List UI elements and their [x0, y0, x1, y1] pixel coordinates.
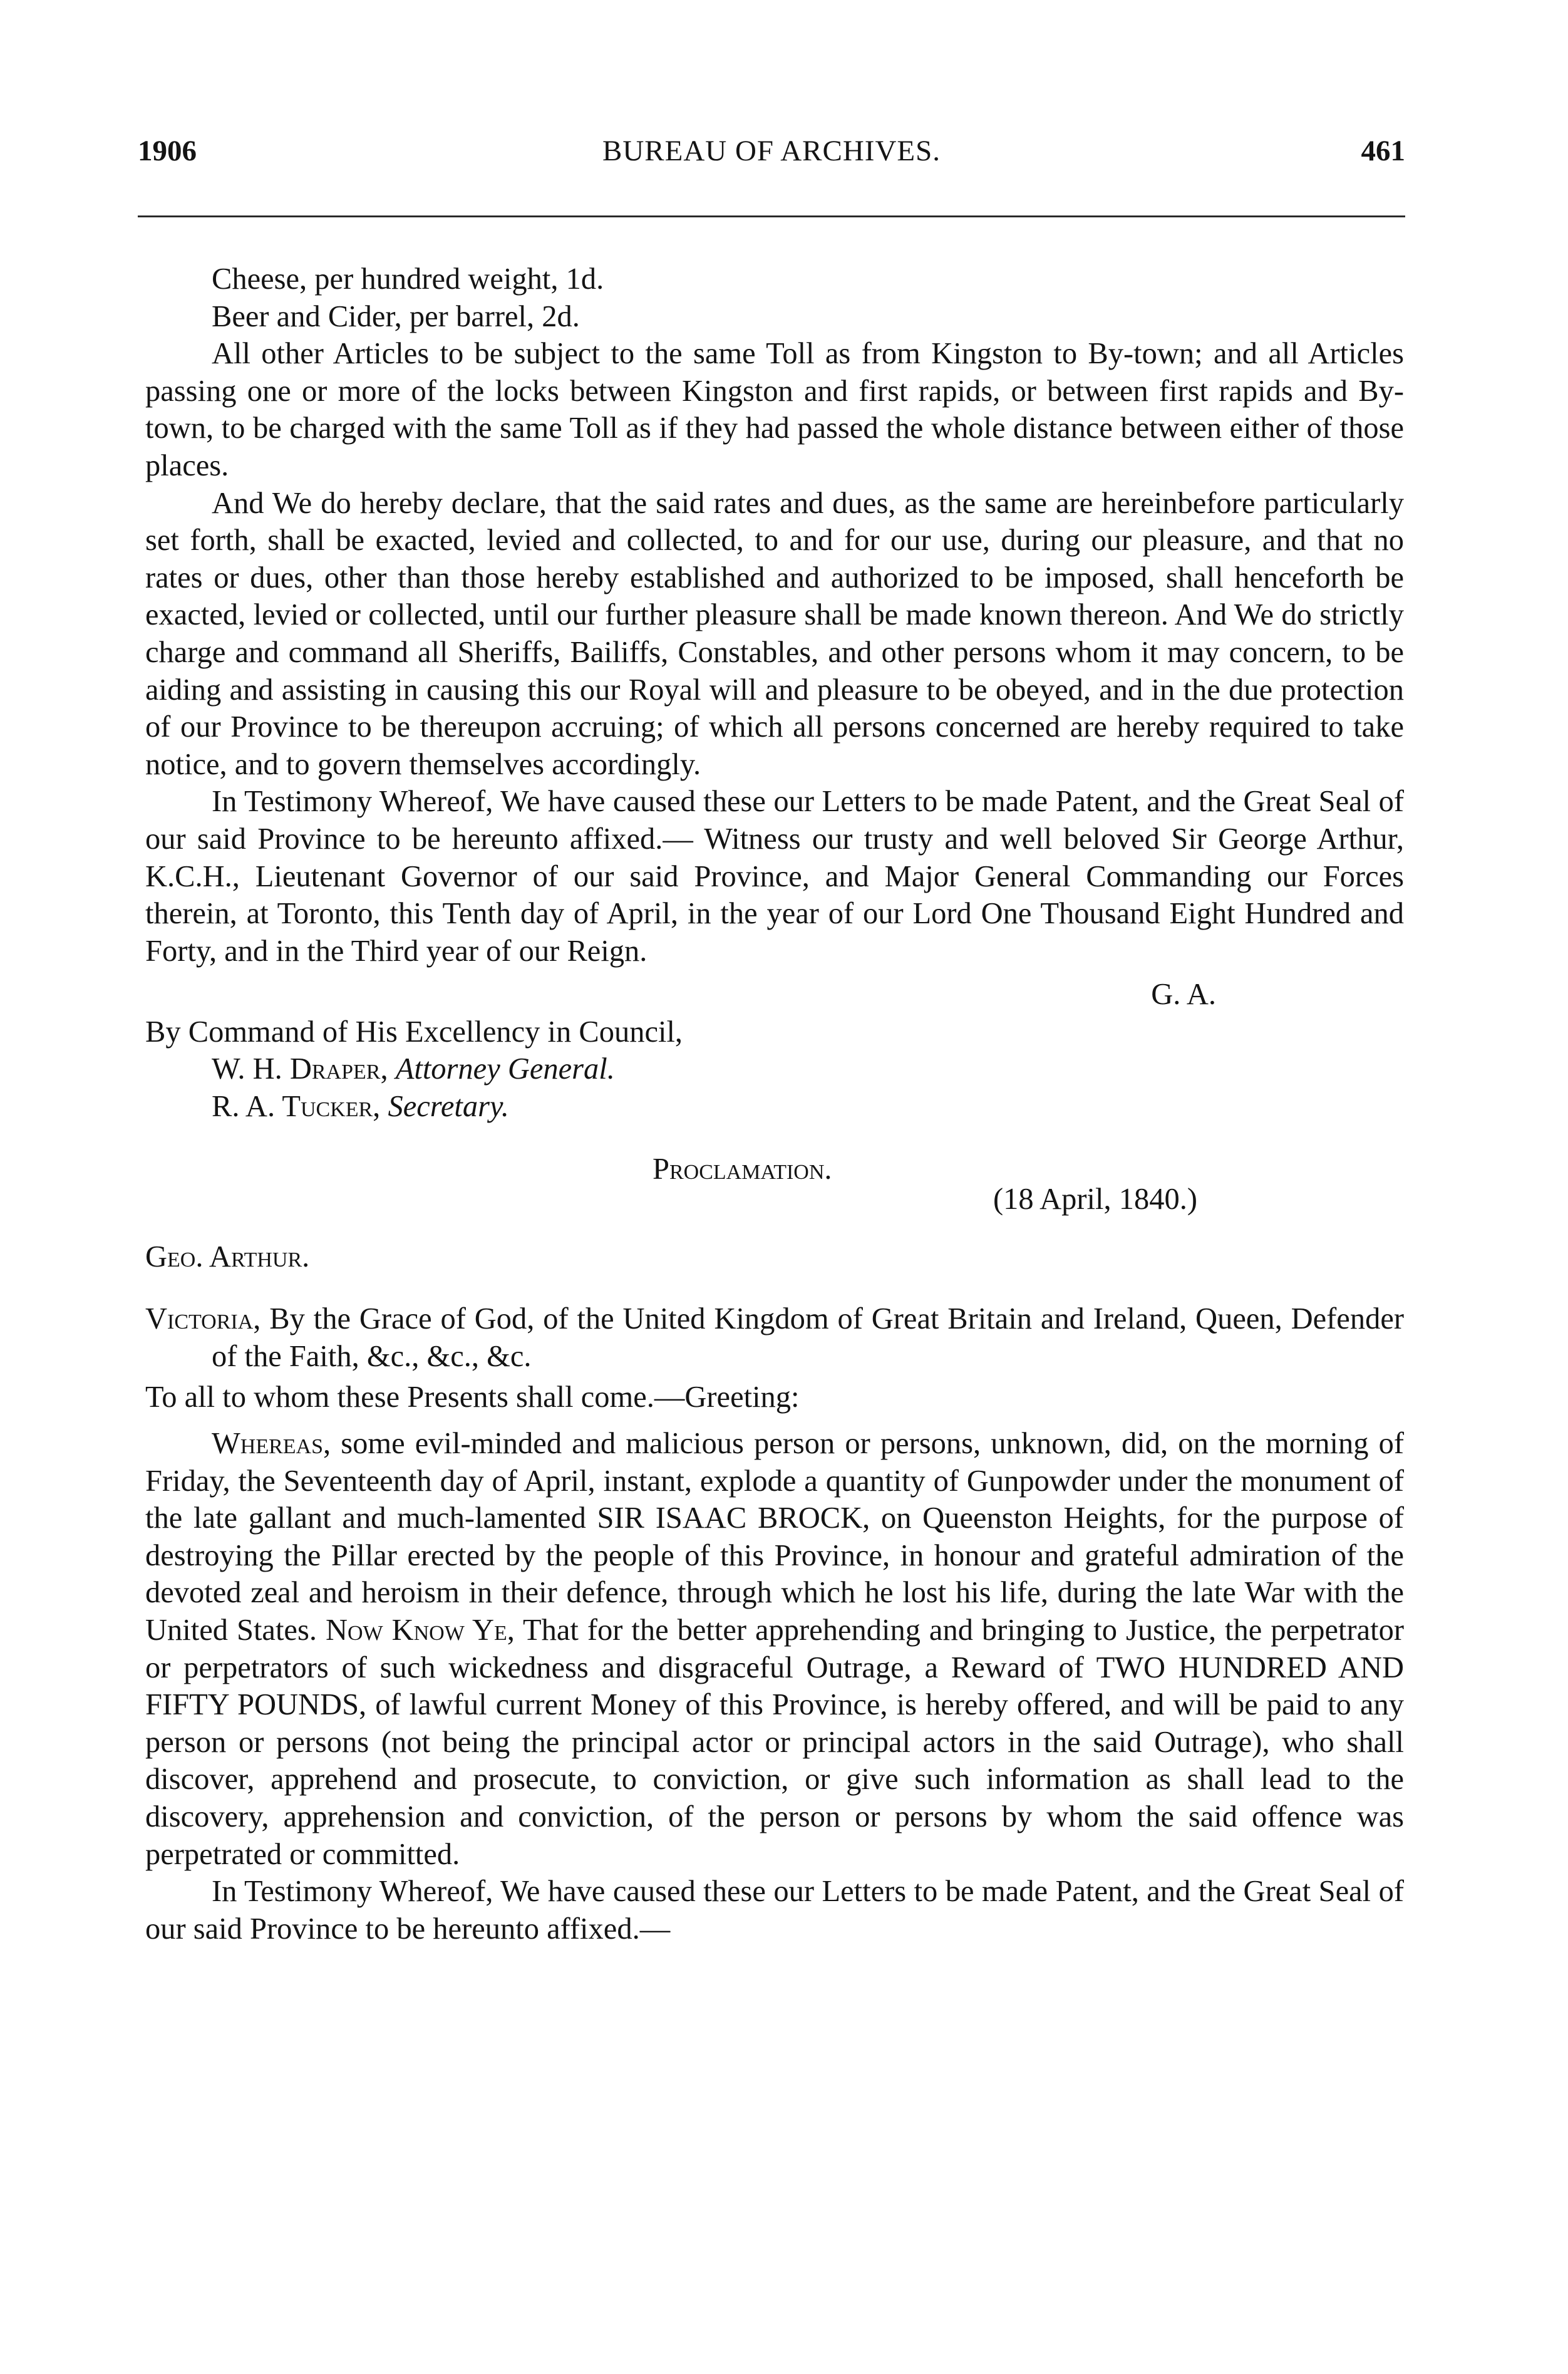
page-body — [145, 261, 1404, 1947]
page-number: 461 — [1361, 135, 1405, 167]
toll-beer: Beer and Cider, per barrel, 2d. — [212, 299, 580, 333]
header-title: BUREAU OF ARCHIVES. — [602, 135, 941, 167]
draper-title: Attorney General. — [395, 1052, 615, 1086]
signature-initials: G. A. — [1151, 978, 1216, 1012]
signatory-tucker — [145, 1088, 1404, 1126]
whereas-lead: Whereas, — [212, 1427, 331, 1461]
tucker-title: Secretary. — [388, 1090, 509, 1124]
victoria-rest: By the Grace of God, of the United Kingdom of Great Britain and Ireland, Queen, Defender of the Faith, &c., &c., &c. — [212, 1302, 1405, 1373]
running-header — [138, 134, 1405, 178]
greeting-line: To all to whom these Presents shall come.—Greeting: — [145, 1381, 800, 1414]
whereas-text-a: some evil-minded and malicious person or persons, unknown, did, on the morning of Friday, the Seventeenth day of April, instant, explode a quantity of Gunpowder under the monument of the late gallant and much-lamented SIR ISAAC BROCK, on Queenston Heights, for the purpose of destroying the Pillar erected by the people of this Province, in honour and grateful admiration of the devoted zeal and heroism in their defence, through which he lost his life, during the late War with the United States. — [145, 1427, 1405, 1647]
proclamation-date: (18 April, 1840.) — [993, 1182, 1197, 1216]
victoria-title — [145, 1300, 1404, 1375]
signatory-draper — [145, 1050, 1404, 1088]
whereas-text-b: That for the better apprehending and bringing to Justice, the perpetrator or perpetrators of such wickedness and disgraceful Outrage, a Reward of TWO HUNDRED AND FIFTY POUNDS, of lawful current Money of this Province, is hereby offered, and will be paid to any person or persons (not being the principal actor or principal actors in the said Outrage), who shall discover, apprehend and prosecute, to conviction, or give such information as shall lead to the discovery, apprehension and conviction, of the person or persons by whom the said offence was perpetrated or committed. — [145, 1614, 1405, 1871]
paragraph-all-other-articles: All other Articles to be subject to the same Toll as from Kingston to By-town; and all Articles passing one or more of the locks between Kingston and first rapids, or between first rapids and By-town, to be charged with the same Toll as if they had passed the whole distance between either of those places. — [145, 337, 1404, 482]
paragraph-whereas — [145, 1425, 1404, 1873]
header-rule — [138, 215, 1405, 217]
paragraph-testimony-2: In Testimony Whereof, We have caused these our Letters to be made Patent, and the Great Seal of our said Province to be hereunto affixed.— — [145, 1875, 1404, 1946]
proclamation-heading — [145, 1151, 1404, 1238]
paragraph-rates-and-dues: And We do hereby declare, that the said rates and dues, as the same are hereinbefore particularly set forth, shall be exacted, levied and collected, to and for our use, during our pleasure, and that no rates or dues, other than those hereby established and authorized to be imposed, shall henceforth be exacted, levied or collected, until our further pleasure shall be made known thereon. And We do strictly charge and command all Sheriffs, Bailiffs, Constables, and other persons whom it may concern, to be aiding and assisting in causing this our Royal will and pleasure to be obeyed, and in the due protection of our Province to be thereupon accruing; of which all persons concerned are hereby required to take notice, and to govern themselves accordingly. — [145, 486, 1404, 781]
know-ye: Now Know Ye, — [325, 1614, 515, 1647]
tucker-name: R. A. Tucker, — [212, 1090, 381, 1124]
victoria-lead: Victoria, — [145, 1302, 261, 1336]
draper-name: W. H. Draper, — [212, 1052, 388, 1086]
proclamation-title: Proclamation. — [652, 1152, 832, 1186]
header-year: 1906 — [138, 135, 197, 167]
paragraph-testimony: In Testimony Whereof, We have caused these our Letters to be made Patent, and the Great Seal of our said Province to be hereunto affixed.— Witness our trusty and well beloved Sir George Arthur, K.C.H., Lieutenant Governor of our said Province, and Major General Commanding our Forces therein, at Toronto, this Tenth day of April, in the year of our Lord One Thousand Eight Hundred and Forty, and in the Third year of our Reign. — [145, 785, 1404, 968]
governor-signature: Geo. Arthur. — [145, 1240, 310, 1273]
toll-cheese: Cheese, per hundred weight, 1d. — [212, 262, 604, 296]
by-command-line: By Command of His Excellency in Council, — [145, 1015, 683, 1049]
